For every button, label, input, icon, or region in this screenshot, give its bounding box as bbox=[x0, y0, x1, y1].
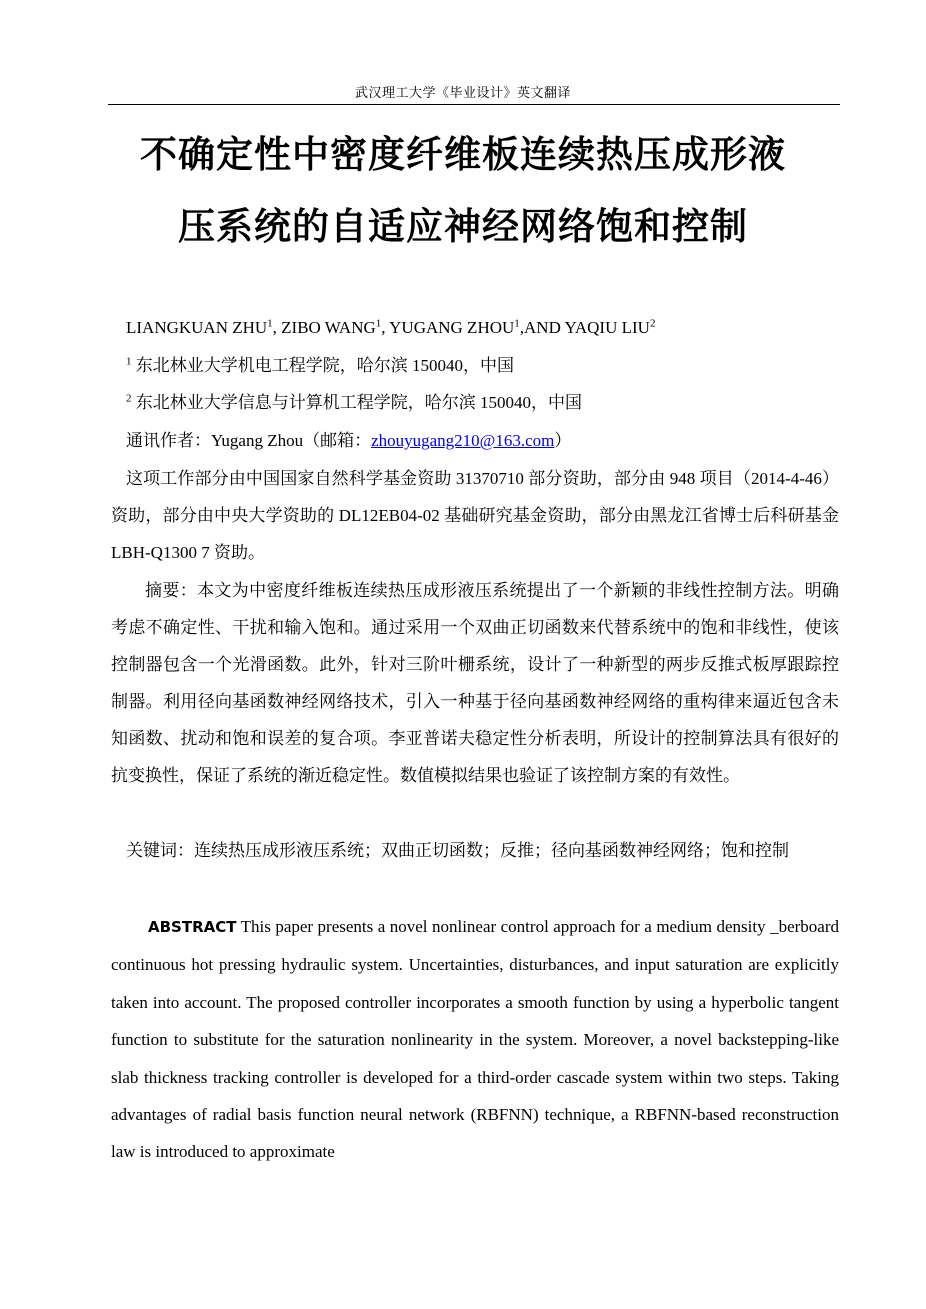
paper-title-line-2: 压系统的自适应神经网络饱和控制 bbox=[178, 205, 748, 248]
affiliation-text: 东北林业大学信息与计算机工程学院，哈尔滨 150040，中国 bbox=[135, 393, 582, 412]
abstract-chinese: 摘要：本文为中密度纤维板连续热压成形液压系统提出了一个新颖的非线性控制方法。明确考虑不确定性、干扰和输入饱和。通过采用一个双曲正切函数来代替系统中的饱和非线性，使该控制器包含一个光滑函数。此外，针对三阶叶栅系统，设计了一种新型的两步反推式板厚跟踪控制器。利用径向基函数神经网络技术，引入一种基于径向基函数神经网络的重构律来逼近包含未知函数、扰动和饱和误差的复合项。李亚普诺夫稳定性分析表明，所设计的控制算法具有很好的抗变换性，保证了系统的渐近稳定性。数值模拟结果也验证了该控制方案的有效性。 bbox=[111, 581, 839, 785]
header-rule bbox=[108, 104, 840, 105]
author-affiliation-mark: 2 bbox=[649, 317, 656, 330]
author-name: , YUGANG ZHOU bbox=[381, 318, 515, 337]
affiliation-mark: 1 bbox=[126, 355, 132, 368]
author-affiliation-mark: 1 bbox=[375, 317, 382, 330]
email-link[interactable]: zhouyugang210@163.com bbox=[371, 431, 555, 450]
correspondence-suffix: ） bbox=[554, 431, 572, 450]
affiliation-1 bbox=[126, 356, 514, 376]
funding-statement: 这项工作部分由中国国家自然科学基金资助 31370710 部分资助，部分由 948 项目（2014-4-46）资助，部分由中央大学资助的 DL12EB04-02 基础研究基金资助，部分由黑龙江省博士后科研基金 LBH-Q1300 7 资助。 bbox=[111, 469, 839, 562]
abstract-label: ABSTRACT bbox=[148, 918, 237, 936]
affiliation-mark: 2 bbox=[126, 392, 132, 405]
running-header: 武汉理工大学《毕业设计》英文翻译 bbox=[354, 85, 571, 100]
author-list bbox=[126, 318, 655, 338]
affiliation-2 bbox=[126, 393, 582, 413]
author-name: ,AND YAQIU LIU bbox=[519, 318, 650, 337]
keywords: 关键词：连续热压成形液压系统；双曲正切函数；反推；径向基函数神经网络；饱和控制 bbox=[126, 841, 789, 860]
author-affiliation-mark: 1 bbox=[514, 317, 520, 330]
affiliation-text: 东北林业大学机电工程学院，哈尔滨 150040，中国 bbox=[135, 356, 514, 375]
abstract-english bbox=[111, 908, 839, 1171]
correspondence-prefix: 通讯作者：Yugang Zhou（邮箱： bbox=[126, 431, 372, 450]
author-name: LIANGKUAN ZHU bbox=[126, 318, 268, 337]
paper-title-line-1: 不确定性中密度纤维板连续热压成形液 bbox=[140, 133, 786, 176]
author-affiliation-mark: 1 bbox=[267, 317, 273, 330]
abstract-english-text: This paper presents a novel nonlinear control approach for a medium density _berboard continuous hot pressing hydraulic system. Uncertainties, disturbances, and input saturation are explicitly taken into account. The proposed controller incorporates a smooth function by using a hyperbolic tangent function to substitute for the saturation nonlinearity in the system. Moreover, a novel backstepping-like slab thickness tracking controller is developed for a third-order cascade system within two steps. Taking advantages of radial basis function neural network (RBFNN) technique, a RBFNN-based reconstruction law is introduced to approximate bbox=[111, 917, 839, 1162]
correspondence bbox=[126, 431, 571, 451]
author-name: , ZIBO WANG bbox=[272, 318, 376, 337]
